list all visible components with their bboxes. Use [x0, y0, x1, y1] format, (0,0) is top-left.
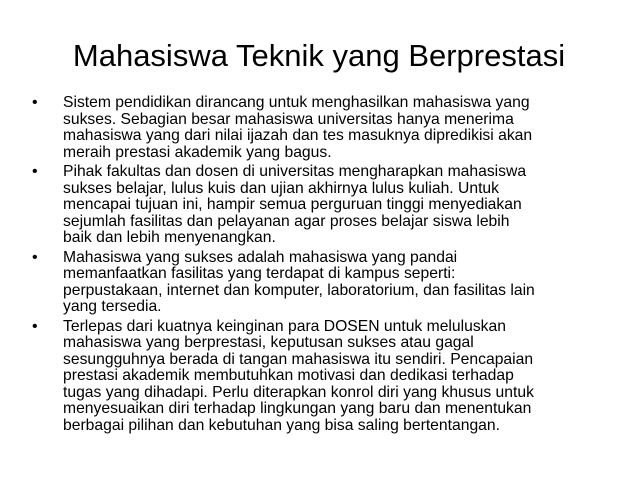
bullet-dot-icon: • [32, 248, 38, 266]
bullet-text: Mahasiswa yang sukses adalah mahasiswa yang pandai memanfaatkan fasilitas yang terdapat di kampus seperti: perpustakaan, internet dan komputer, laboratorium, dan fasilitas lain yang tersedia. [63, 248, 535, 315]
bullet-item [30, 319, 630, 435]
bullet-text: Sistem pendidikan dirancang untuk menghasilkan mahasiswa yang sukses. Sebagian besar mahasiswa universitas hanya menerima mahasiswa yang dari nilai ijazah dan tes masuknya dipredikisi akan meraih prestasi akademik yang bagus. [63, 94, 533, 161]
bullet-dot-icon: • [32, 163, 38, 180]
bullet-item [30, 164, 630, 247]
slide-title: Mahasiswa Teknik yang Berprestasi [72, 38, 566, 73]
bullet-item [30, 95, 630, 161]
bullet-dot-icon: • [32, 317, 38, 335]
bullet-text: Terlepas dari kuatnya keinginan para DOSEN untuk meluluskan mahasiswa yang berprestasi, keputusan sukses atau gagal sesungguhnya berada di tangan mahasiswa itu sendiri. Pencapaian prestasi akademik membutuhkan motivasi dan dedikasi terhadap tugas yang dihadapi. Perlu diterapkan konrol diri yang khusus untuk menyesuaikan diri terhadap lingkungan yang baru dan menentukan berbagai pilihan dan kebutuhan yang bisa saling bertentangan. [63, 317, 534, 434]
bullet-dot-icon: • [32, 94, 38, 111]
bullet-text: Pihak fakultas dan dosen di universitas mengharapkan mahasiswa sukses belajar, lulus kuis dan ujian akhirnya lulus kuliah. Untuk mencapai tujuan ini, hampir semua perguruan tinggi menyediakan sejumlah fasilitas dan pelayanan agar proses belajar siswa lebih baik dan lebih menyenangkan. [63, 163, 527, 246]
bullet-list [30, 95, 630, 437]
bullet-item [30, 250, 630, 316]
